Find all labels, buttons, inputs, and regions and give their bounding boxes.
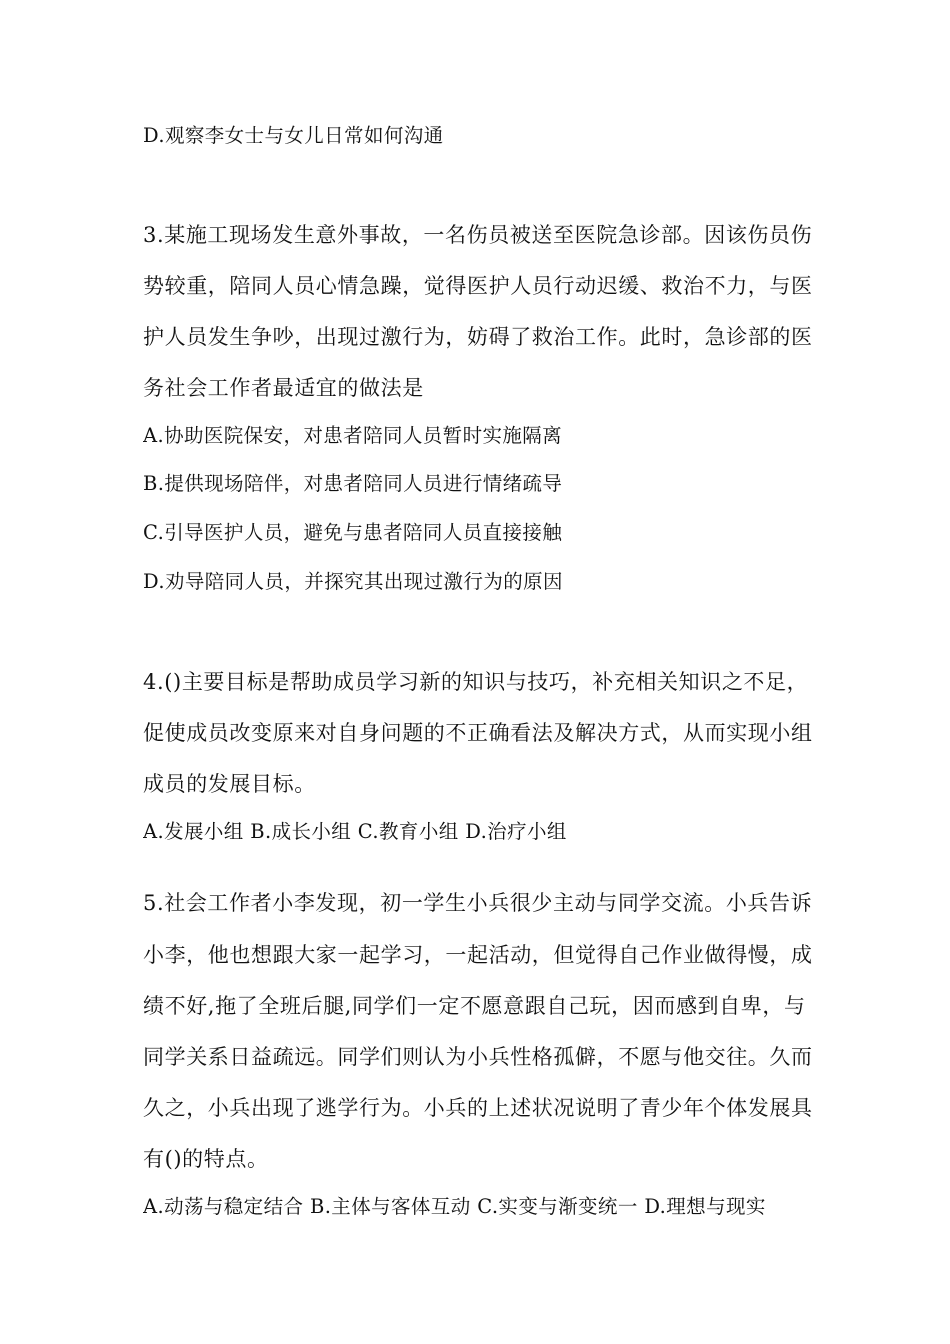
q4-stem-line: 成员的发展目标。 [143, 772, 316, 796]
q5-stem-line: 有()的特点。 [143, 1147, 269, 1171]
q5-stem-line: 久之，小兵出现了逃学行为。小兵的上述状况说明了青少年个体发展具 [143, 1096, 813, 1120]
q4-options: A.发展小组 B.成长小组 C.教育小组 D.治疗小组 [143, 820, 567, 843]
q3-stem-line: 务社会工作者最适宜的做法是 [143, 376, 424, 400]
q3-stem-line: 护人员发生争吵，出现过激行为，妨碍了救治工作。此时，急诊部的医 [143, 325, 813, 349]
q3-option-b: B.提供现场陪伴，对患者陪同人员进行情绪疏导 [143, 472, 563, 495]
q5-options: A.动荡与稳定结合 B.主体与客体互动 C.实变与渐变统一 D.理想与现实 [143, 1195, 766, 1218]
q2-option-d: D.观察李女士与女儿日常如何沟通 [143, 124, 444, 147]
q4-stem-line: 促使成员改变原来对自身问题的不正确看法及解决方式，从而实现小组 [143, 721, 813, 745]
q5-stem-line: 小李，他也想跟大家一起学习，一起活动，但觉得自己作业做得慢，成 [143, 943, 813, 967]
q3-option-a: A.协助医院保安，对患者陪同人员暂时实施隔离 [143, 424, 563, 447]
q3-stem-line: 势较重，陪同人员心情急躁，觉得医护人员行动迟缓、救治不力，与医 [143, 274, 813, 298]
q3-stem-line: 3.某施工现场发生意外事故，一名伤员被送至医院急诊部。因该伤员伤 [143, 223, 813, 247]
q5-stem-line: 5.社会工作者小李发现，初一学生小兵很少主动与同学交流。小兵告诉 [143, 891, 813, 915]
q5-stem-line: 同学关系日益疏远。同学们则认为小兵性格孤僻，不愿与他交往。久而 [143, 1045, 813, 1069]
q3-option-c: C.引导医护人员，避免与患者陪同人员直接接触 [143, 521, 563, 544]
q5-stem-line: 绩不好,拖了全班后腿,同学们一定不愿意跟自己玩，因而感到自卑，与 [143, 994, 806, 1018]
q3-option-d: D.劝导陪同人员，并探究其出现过激行为的原因 [143, 570, 563, 593]
q4-stem-line: 4.()主要目标是帮助成员学习新的知识与技巧，补充相关知识之不足， [143, 670, 809, 694]
